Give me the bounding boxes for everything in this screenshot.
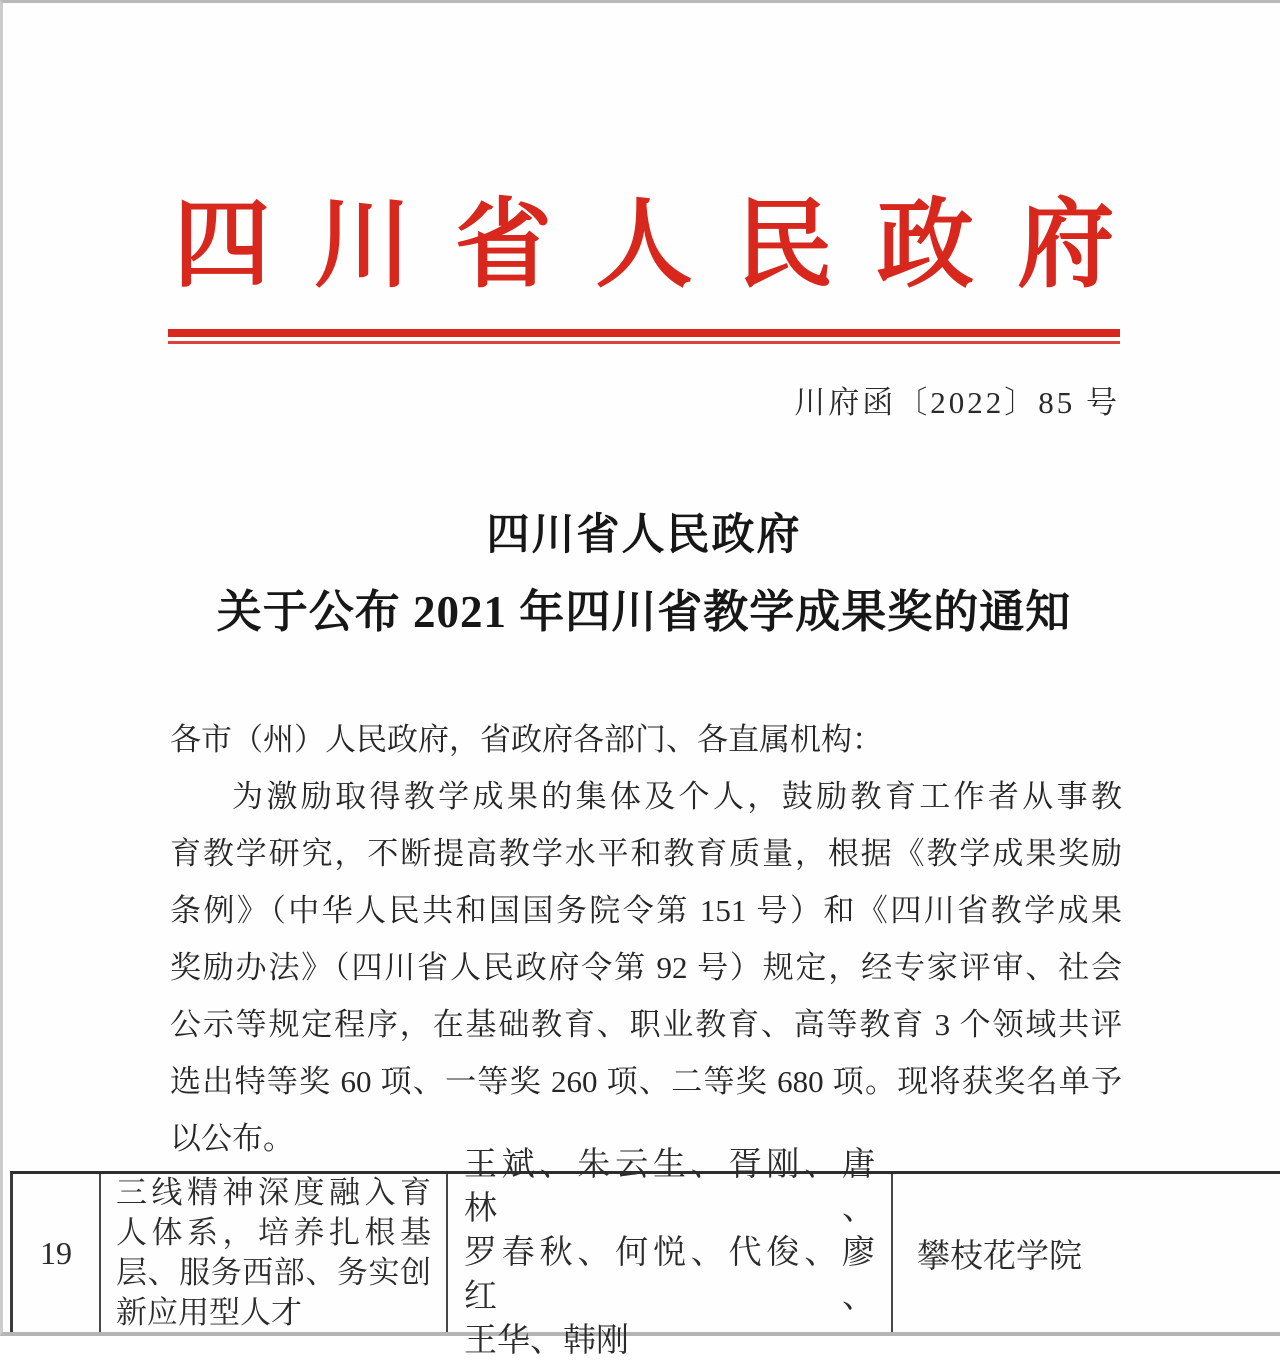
table-cell-row-number — [13, 1174, 101, 1332]
notice-body — [170, 711, 1122, 1167]
achievement-line: 新应用型人才 — [116, 1295, 302, 1330]
row-number: 19 — [40, 1234, 72, 1271]
masthead-title — [168, 192, 1159, 300]
body-line-closing: 以公布。 — [170, 1121, 294, 1156]
achievement-line: 三线精神深度融入育 — [116, 1175, 431, 1210]
achievement-line: 人体系，培养扎根基 — [116, 1215, 431, 1250]
masthead-divider-thin — [168, 341, 1120, 344]
body-line: 选出特等奖 60 项、一等奖 260 项、二等奖 680 项。现将获奖名单予 — [170, 1064, 1122, 1099]
body-line: 为激励取得教学成果的集体及个人，鼓励教育工作者从事教 — [232, 779, 1122, 814]
award-table — [10, 1147, 1280, 1359]
body-line-salutation: 各市（州）人民政府，省政府各部门、各直属机构： — [170, 722, 883, 757]
institution-name: 攀枝花学院 — [917, 1238, 1082, 1275]
table-cell-awardees — [448, 1147, 893, 1359]
body-line: 条例》（中华人民共和国国务院令第 151 号）和《四川省教学成果 — [170, 893, 1122, 928]
table-cell-achievement — [101, 1174, 448, 1332]
table-cell-institution — [893, 1174, 1280, 1332]
achievement-line: 层、服务西部、务实创 — [116, 1255, 431, 1290]
awardees-line: 王华、韩刚 — [464, 1323, 629, 1359]
body-line: 奖励办法》（四川省人民政府令第 92 号）规定，经专家评审、社会 — [170, 950, 1122, 985]
notice-title-line1: 四川省人民政府 — [486, 512, 802, 559]
masthead-title-text: 四川省人民政府 — [173, 192, 1159, 299]
awardees-line: 王斌、朱云生、胥刚、唐林、 — [464, 1147, 875, 1227]
body-line: 公示等规定程序，在基础教育、职业教育、高等教育 3 个领域共评 — [170, 1007, 1122, 1042]
body-line: 育教学研究，不断提高教学水平和教育质量，根据《教学成果奖励 — [170, 836, 1122, 871]
masthead-divider-thick — [168, 329, 1120, 337]
notice-title-line2: 关于公布 2021 年四川省教学成果奖的通知 — [216, 587, 1072, 637]
awardees-line: 罗春秋、何悦、代俊、廖红、 — [464, 1235, 875, 1315]
document-number: 川府函〔2022〕85 号 — [794, 385, 1120, 420]
